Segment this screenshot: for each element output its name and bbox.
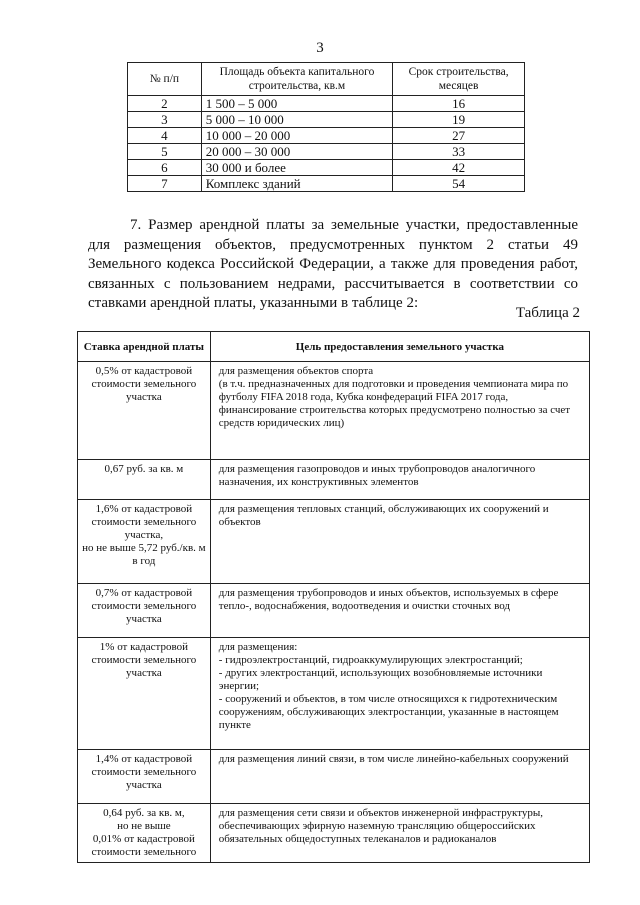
table-caption: Таблица 2 [515,305,580,321]
rate-cell: 0,7% от кадастровой стоимости земельного участка [78,584,211,638]
rate-cell: 1,6% от кадастровой стоимости земельного участка, но не выше 5,72 руб./кв. м в год [78,500,211,584]
row-number: 3 [128,112,202,128]
row-months: 54 [393,176,525,192]
rate-cell: 0,5% от кадастровой стоимости земельного участка [78,362,211,460]
column-header-term: Срок строительства, месяцев [393,63,525,96]
table-row [78,638,590,750]
table-row [128,128,525,144]
table-row [78,460,590,500]
row-area: 30 000 и более [201,160,392,176]
row-months: 33 [393,144,525,160]
row-months: 19 [393,112,525,128]
column-header-number: № п/п [128,63,202,96]
page-number: 3 [316,40,324,56]
row-area: Комплекс зданий [201,176,392,192]
rate-cell: 1% от кадастровой стоимости земельного участка [78,638,211,750]
column-header-area: Площадь объекта капитального строительства, кв.м [201,63,392,96]
rate-cell: 0,67 руб. за кв. м [78,460,211,500]
purpose-cell: для размещения: - гидроэлектростанций, гидроаккумулирующих электростанций; - других электростанций, использующих возобновляемые источники энергии; - сооружений и объектов, в том числе относящихся к гидротехническим сооружениям, обслуживающих электростанции, указанные в настоящем пункте [210,638,589,750]
row-months: 16 [393,96,525,112]
table-row [78,750,590,804]
row-months: 27 [393,128,525,144]
purpose-cell: для размещения газопроводов и иных трубопроводов аналогичного назначения, их конструктивных элементов [210,460,589,500]
row-area: 20 000 – 30 000 [201,144,392,160]
table-row [128,112,525,128]
purpose-cell: для размещения трубопроводов и иных объектов, используемых в сфере тепло-, водоснабжения, водоотведения и очистки сточных вод [210,584,589,638]
column-header-rate: Ставка арендной платы [78,332,211,362]
purpose-cell: для размещения сети связи и объектов инженерной инфраструктуры, обеспечивающих эфирную наземную трансляцию общероссийских обязательных общедоступных телеканалов и радиоканалов [210,804,589,863]
row-number: 6 [128,160,202,176]
row-number: 2 [128,96,202,112]
column-header-purpose: Цель предоставления земельного участка [210,332,589,362]
table-header-row [78,332,590,362]
purpose-cell: для размещения линий связи, в том числе линейно-кабельных сооружений [210,750,589,804]
rate-cell: 1,4% от кадастровой стоимости земельного участка [78,750,211,804]
row-months: 42 [393,160,525,176]
table-row [78,362,590,460]
row-area: 5 000 – 10 000 [201,112,392,128]
table-row [128,176,525,192]
table-row [78,804,590,863]
construction-terms-table [127,62,525,192]
table-row [128,96,525,112]
table-header-row [128,63,525,96]
table-row [78,584,590,638]
purpose-cell: для размещения тепловых станций, обслуживающих их сооружений и объектов [210,500,589,584]
row-number: 5 [128,144,202,160]
table-row [128,160,525,176]
row-area: 1 500 – 5 000 [201,96,392,112]
rent-rates-table [77,331,590,863]
rate-cell: 0,64 руб. за кв. м, но не выше 0,01% от кадастровой стоимости земельного [78,804,211,863]
paragraph-7: 7. Размер арендной платы за земельные участки, предоставленные для размещения объектов, предусмотренных пунктом 2 статьи 49 Земельного кодекса Российской Федерации, а также для проведения работ, связанных с пользованием недрами, рассчитывается в соответствии со ставками арендной платы, указанными в таблице 2: [88,217,578,311]
purpose-cell: для размещения объектов спорта (в т.ч. предназначенных для подготовки и проведения чемпионата мира по футболу FIFA 2018 года, Кубка конфедераций FIFA 2017 года, финансирование строительства которых предусмотрено полностью за счет средств юридических лиц) [210,362,589,460]
row-number: 7 [128,176,202,192]
row-number: 4 [128,128,202,144]
table-row [128,144,525,160]
table-row [78,500,590,584]
row-area: 10 000 – 20 000 [201,128,392,144]
